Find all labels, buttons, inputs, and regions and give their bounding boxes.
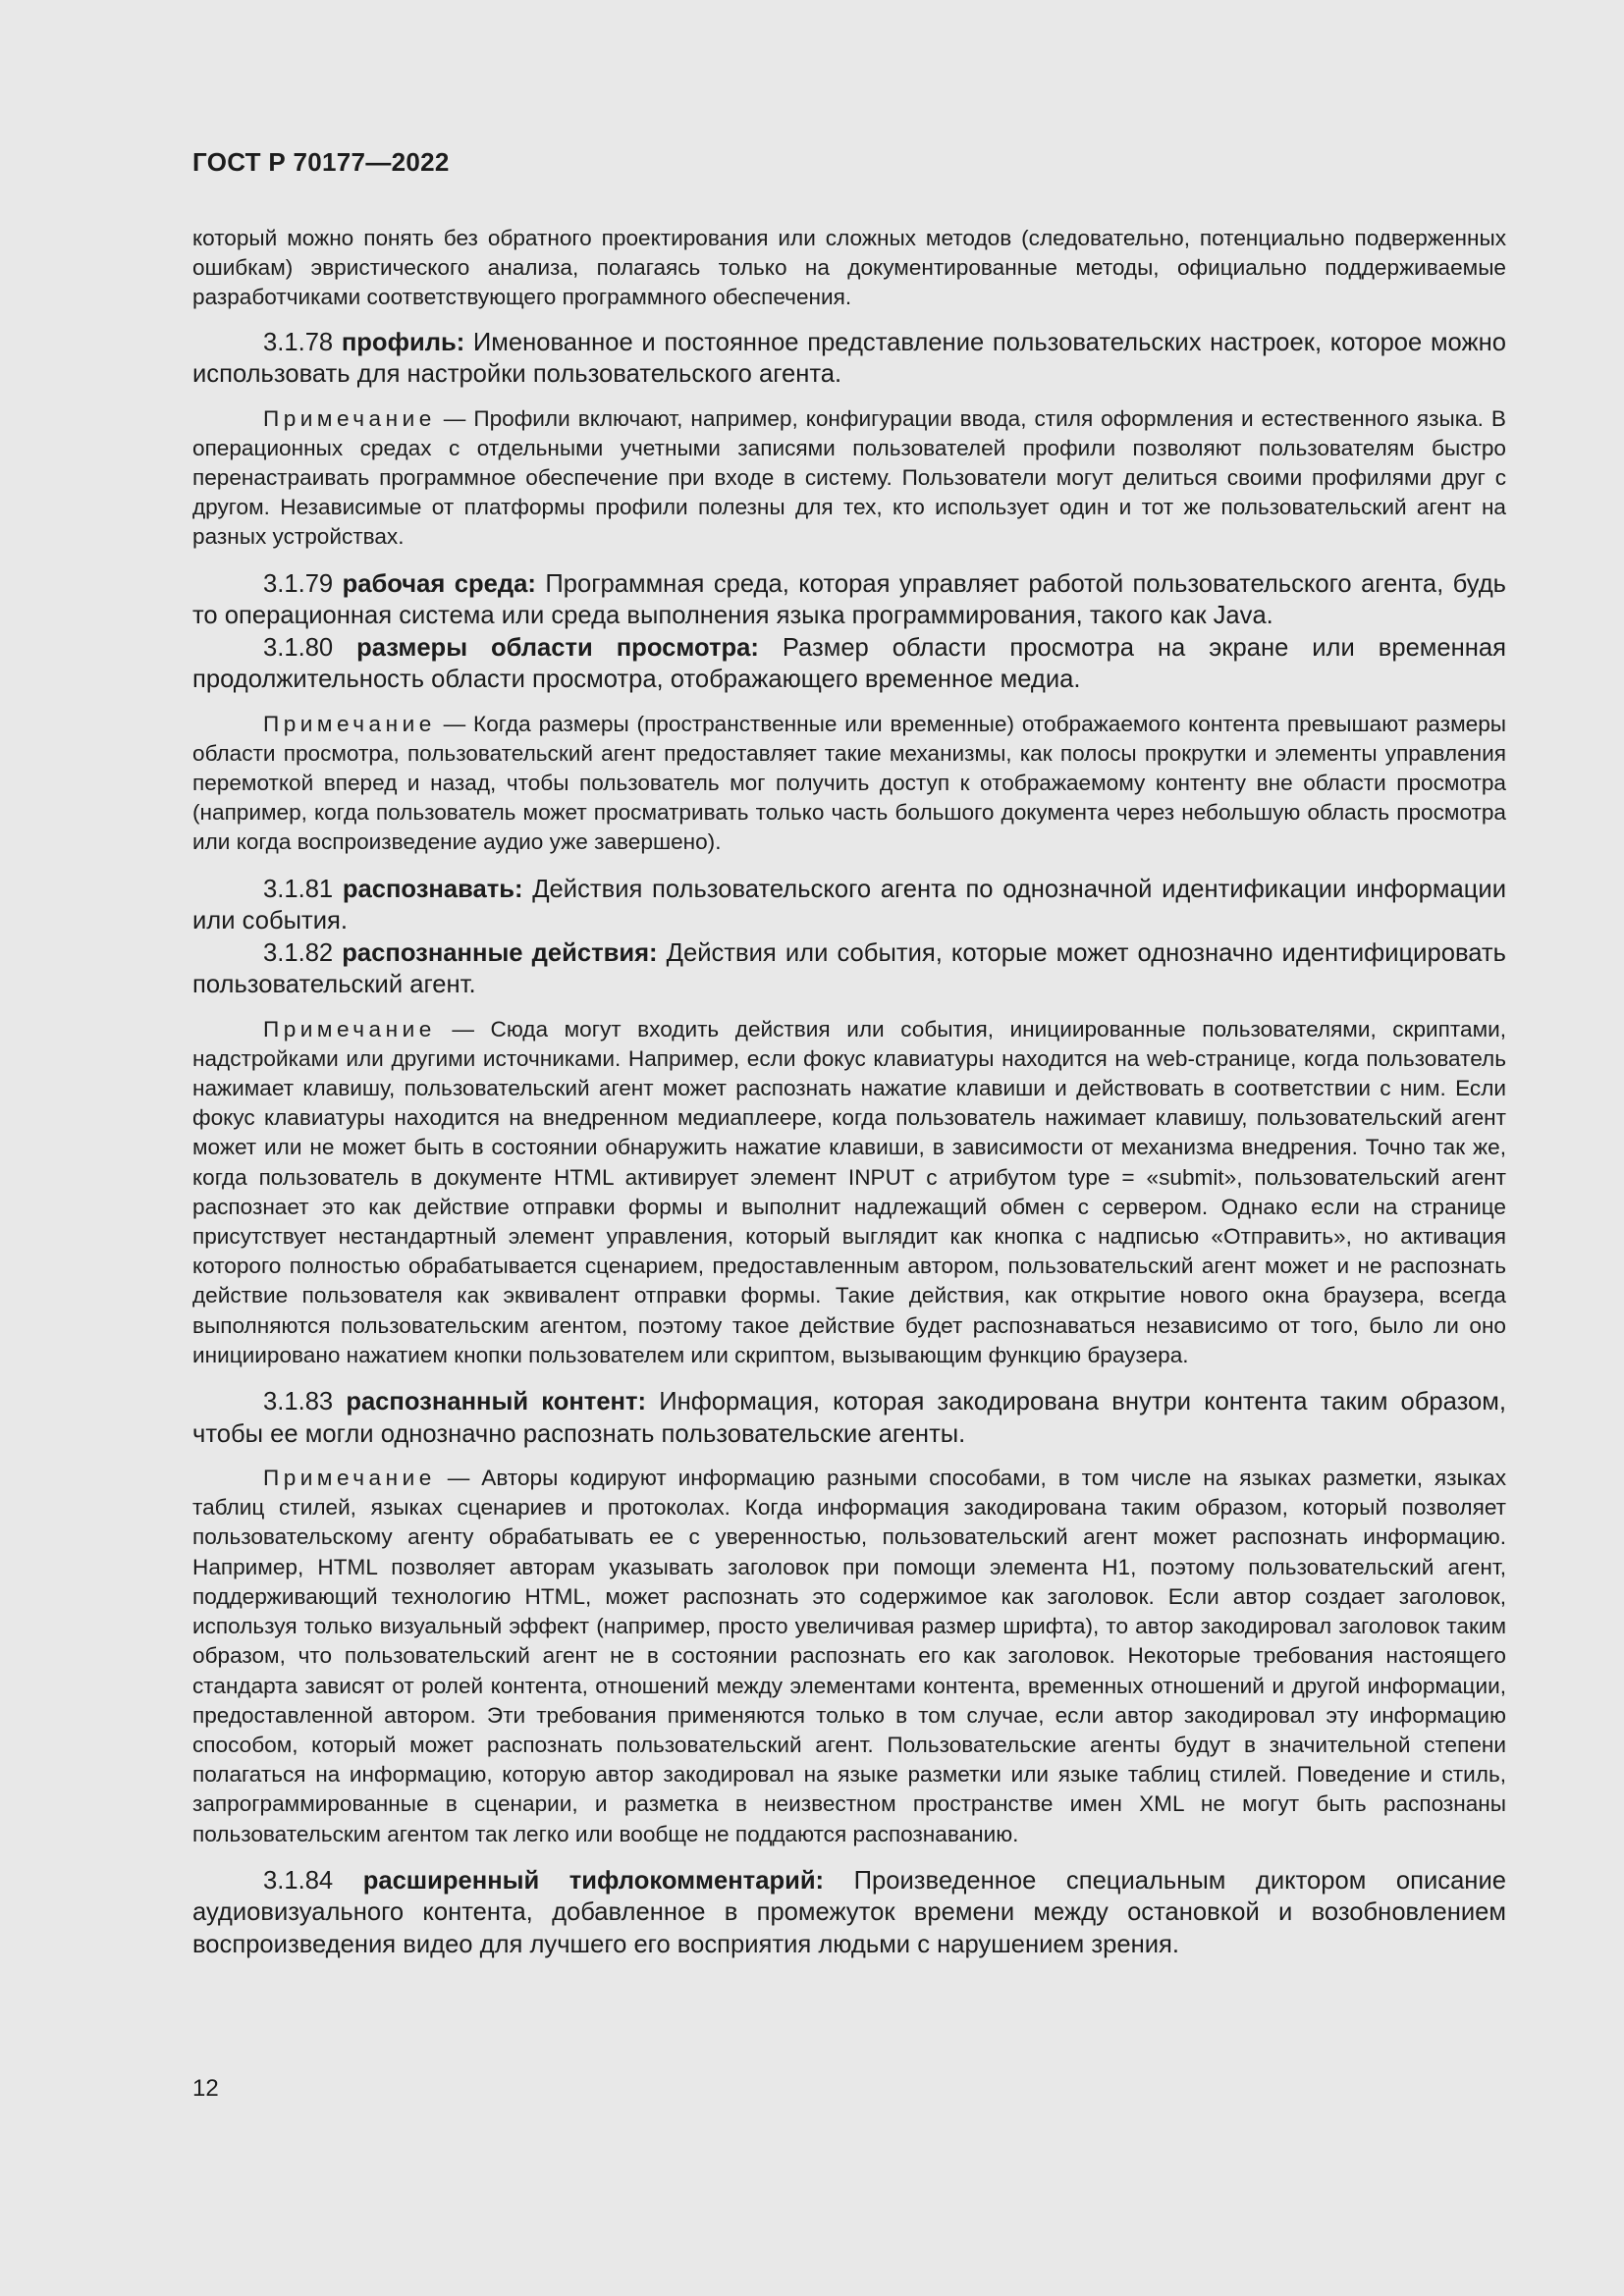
definition-entry (192, 327, 1506, 391)
document-header: ГОСТ Р 70177—2022 (192, 147, 450, 177)
entry-definition: Информация, которая закодирована внутри контента таким образом, чтобы ее могли однозначно распознать пользовательские агенты. (192, 1388, 1506, 1448)
note-text: — Авторы кодируют информацию разными способами, в том числе на языках разметки, языках таблиц стилей, языках сценариев и протоколах. Когда информация закодирована таким образом, который позволяет пользовательскому агенту обрабатывать ее с уверенностью, пользовательский агент может распознать информацию. Например, HTML позволяет авторам указывать заголовок при помощи элемента H1, поэтому пользовательский агент, поддерживающий технологию HTML, может распознать это содержимое как заголовок. Если автор создает заголовок, используя только визуальный эффект (например, просто увеличивая размер шрифта), то автор закодировал заголовок таким образом, что пользовательский агент не в состоянии распознать его как заголовок. Некоторые требования настоящего стандарта зависят от ролей контента, отношений между элементами контента, временных отношений и другой информации, предоставленной автором. Эти требования применяются только в том случае, если автор закодировал эту информацию способом, который может распознать пользовательский агент. Пользовательские агенты будут в значительной степени полагаться на информацию, которую автор закодировал на языке разметки или языке таблиц стилей. Поведение и стиль, запрограммированные в сценарии, и разметка в неизвестном пространстве имен XML не могут быть распознаны пользовательским агентом так легко или вообще не поддаются распознаванию. (192, 1466, 1507, 1846)
entry-note (192, 404, 1506, 553)
entry-number: 3.1.82 (263, 938, 334, 967)
entry-definition: Действия пользовательского агента по однозначной идентификации информации или события. (192, 875, 1506, 935)
entry-term: профиль: (341, 328, 465, 356)
entry-note (192, 1015, 1506, 1370)
document-body (192, 224, 1506, 1960)
entry-definition: Именованное и постоянное представление пользовательских настроек, которое можно использовать для настройки пользовательского агента. (192, 328, 1506, 389)
definition-entry (192, 568, 1506, 632)
entry-number: 3.1.81 (263, 875, 334, 903)
entry-term: расширенный тифлокомментарий: (362, 1866, 825, 1895)
definition-entry (192, 874, 1506, 937)
note-label: Примечание (263, 1016, 436, 1041)
definition-entry (192, 937, 1506, 1001)
entry-term: распознанные действия: (342, 938, 658, 967)
entry-definition: Действия или события, которые может однозначно идентифицировать пользовательский агент. (192, 938, 1506, 999)
entry-note (192, 1464, 1506, 1849)
note-label: Примечание (263, 711, 436, 736)
entry-number: 3.1.78 (263, 328, 334, 356)
entry-term: распознавать: (342, 875, 523, 903)
entry-number: 3.1.83 (263, 1388, 334, 1416)
note-text: — Когда размеры (пространственные или временные) отображаемого контента превышают размеры области просмотра, пользовательский агент предоставляет такие механизмы, как полосы прокрутки и элементы управления перемоткой вперед и назад, чтобы пользователь мог получить доступ к отображаемому контенту вне области просмотра (например, когда пользователь может просматривать только часть большого документа через небольшую область просмотра или когда воспроизведение аудио уже завершено). (192, 711, 1507, 855)
definition-entry (192, 1865, 1506, 1961)
intro-paragraph: который можно понять без обратного проектирования или сложных методов (следовательно, потенциально подверженных ошибкам) эвристического анализа, полагаясь только на документированные методы, официально поддерживаемые разработчиками соответствующего программного обеспечения. (192, 226, 1506, 310)
entry-definition: Программная среда, которая управляет работой пользовательского агента, будь то операционная система или среда выполнения языка программирования, такого как Java. (192, 569, 1506, 630)
entry-term: рабочая среда: (342, 569, 536, 598)
note-text: — Сюда могут входить действия или события, инициированные пользователями, скриптами, надстройками или другими источниками. Например, если фокус клавиатуры находится на web-странице, когда пользователь нажимает клавишу, пользовательский агент может распознать нажатие клавиши и действовать в соответствии с ним. Если фокус клавиатуры находится на внедренном медиаплеере, когда пользователь нажимает клавишу, пользовательский агент может или не может быть в состоянии обнаружить нажатие клавиши, в зависимости от механизма внедрения. Точно так же, когда пользователь в документе HTML активирует элемент INPUT с атрибутом type = «submit», пользовательский агент распознает это как действие отправки формы и выполнит надлежащий обмен с сервером. Однако если на странице присутствует нестандартный элемент управления, который выглядит как кнопка с надписью «Отправить», но активация которого полностью обрабатывается сценарием, предоставленным автором, пользовательский агент может и не распознать действие пользователя как эквивалент отправки формы. Такие действия, как открытие нового окна браузера, всегда выполняются пользовательским агентом, поэтому такое действие будет распознаваться независимо от того, было ли оно инициировано нажатием кнопки пользователем или скриптом, вызывающим функцию браузера. (192, 1016, 1506, 1367)
note-text: — Профили включают, например, конфигурации ввода, стиля оформления и естественного языка. В операционных средах с отдельными учетными записями пользователей профили позволяют пользователям быстро перенастраивать программное обеспечение при входе в систему. Пользователи могут делиться своими профилями друг с другом. Независимые от платформы профили полезны для тех, кто использует один и тот же пользовательский агент на разных устройствах. (192, 405, 1507, 550)
note-label: Примечание (263, 1466, 436, 1491)
entry-definition: Произведенное специальным диктором описание аудиовизуального контента, добавленное в промежуток времени между остановкой и возобновлением воспроизведения видео для лучшего его восприятия людьми с нарушением зрения. (192, 1866, 1506, 1958)
entry-number: 3.1.84 (263, 1866, 334, 1895)
definition-entry (192, 632, 1506, 696)
entry-number: 3.1.80 (263, 633, 334, 662)
entry-term: размеры области просмотра: (356, 633, 759, 662)
entry-term: распознанный контент: (346, 1388, 647, 1416)
page-number: 12 (192, 2075, 219, 2102)
entry-definition: Размер области просмотра на экране или временная продолжительность области просмотра, отображающего временное медиа. (192, 633, 1506, 694)
entry-number: 3.1.79 (263, 569, 334, 598)
entry-note (192, 710, 1506, 858)
definition-entry (192, 1386, 1506, 1450)
note-label: Примечание (263, 405, 436, 431)
